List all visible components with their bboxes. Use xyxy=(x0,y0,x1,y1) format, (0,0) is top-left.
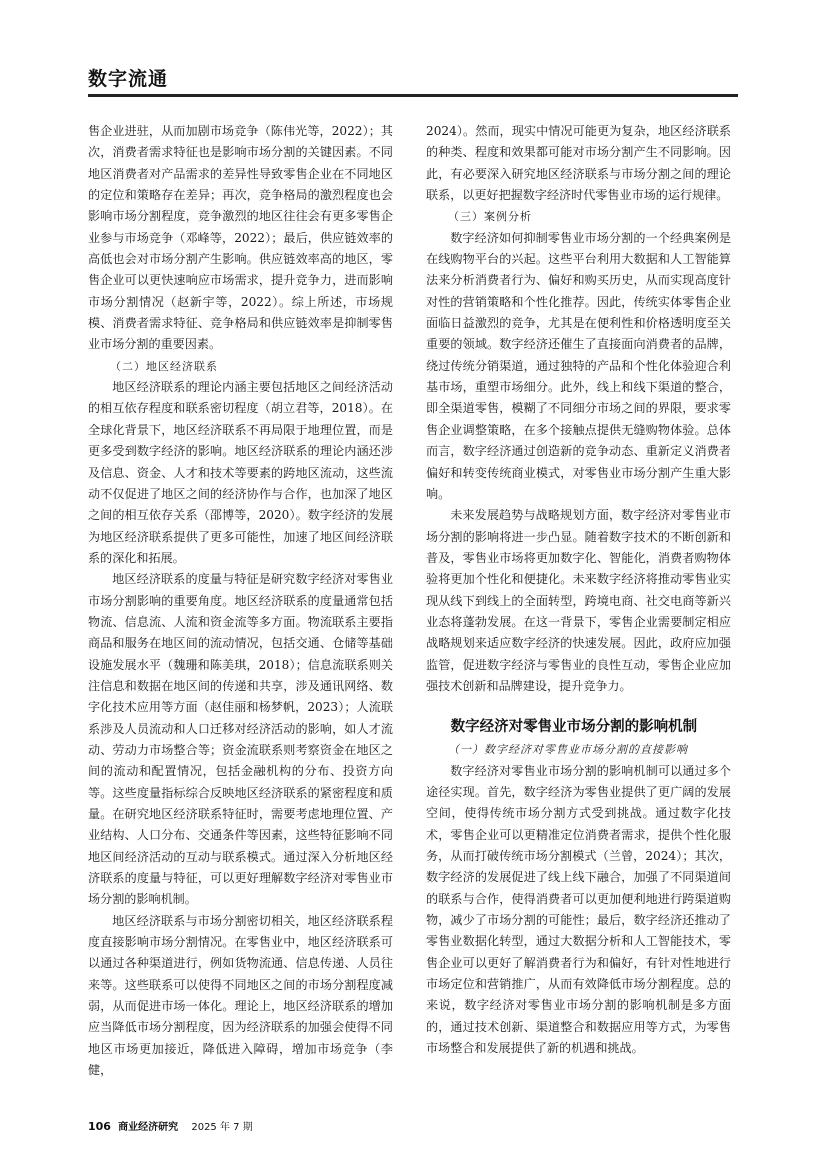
paragraph: 地区经济联系的度量与特征是研究数字经济对零售业市场分割影响的重要角度。地区经济联系的度量通常包括物流、信息流、人流和资金流等多方面。物流联系主要指商品和服务在地区间的流动情况，包括交通、仓储等基础设施发展水平（魏珊和陈美琪，2018）；信息流联系则关注信息和数据在地区间的传递和共享，涉及通讯网络、数字化技术应用等方面（赵佳丽和杨梦帆，2023）；人流联系涉及人员流动和人口迁移对经济活动的影响，如人才流动、劳动力市场整合等；资金流联系则考察资金在地区之间的流动和配置情况，包括金融机构的分布、投资方向等。这些度量指标综合反映地区经济联系的紧密程度和质量。在研究地区经济联系特征时，需要考虑地理位置、产业结构、人口分布、交通条件等因素，这些特征影响不同地区间经济活动的互动与联系模式。通过深入分析地区经济联系的度量与特征，可以更好理解数字经济对零售业市场分割的影响机制。 xyxy=(88,572,393,907)
left-column xyxy=(88,121,393,1081)
subsection-heading: （一）数字经济对零售业市场分割的直接影响 xyxy=(448,743,688,757)
page-footer xyxy=(88,1118,253,1133)
subsection-heading: （三）案例分析 xyxy=(448,210,532,224)
section-heading: 数字经济对零售业市场分割的影响机制 xyxy=(450,719,698,736)
paragraph: 数字经济对零售业市场分割的影响机制可以通过多个途径实现。首先，数字经济为零售业提供了更广阔的发展空间，使得传统市场分割方式受到挑战。通过数字化技术，零售企业可以更精准定位消费者需求，提供个性化服务，从而打破传统市场分割模式（兰曾，2024）；其次，数字经济的发展促进了线上线下融合，加强了不同渠道间的联系与合作，使得消费者可以更加便利地进行跨渠道购物，减少了市场分割的可能性；最后，数字经济还推动了零售业数据化转型，通过大数据分析和人工智能技术，零售企业可以更好了解消费者行为和偏好，有针对性地进行市场定位和营销推广，从而有效降低市场分割程度。总的来说，数字经济对零售业市场分割的影响机制是多方面的，通过技术创新、渠道整合和数据应用等方式，为零售市场整合和发展提供了新的机遇和挑战。 xyxy=(426,763,731,1056)
page-header xyxy=(88,64,738,91)
paragraph: 售企业进驻，从而加剧市场竞争（陈伟光等，2022）；其次，消费者需求特征也是影响市场分割的关键因素。不同地区消费者对产品需求的差异性导致零售企业在不同地区的定位和策略存在差异；再次，竞争格局的激烈程度也会影响市场分割程度，竞争激烈的地区往往会有更多零售企业参与市场竞争（邓峰等，2022）；最后，供应链效率的高低也会对市场分割产生影响。供应链效率高的地区，零售企业可以更快速响应市场需求，提升竞争力，进而影响市场分割情况（赵新宇等，2022）。综上所述，市场规模、消费者需求特征、竞争格局和供应链效率是抑制零售业市场分割的重要因素。 xyxy=(88,124,393,352)
paragraph: 地区经济联系的理论内涵主要包括地区之间经济活动的相互依存程度和联系密切程度（胡立君等，2018）。在全球化背景下，地区经济联系不再局限于地理位置，而是更多受到数字经济的影响。地区经济联系的理论内涵还涉及信息、资金、人才和技术等要素的跨地区流动，这些流动不仅促进了地区之间的经济协作与合作，也加深了地区之间的相互依存关系（邵博等，2020）。数字经济的发展为地区经济联系提供了更多可能性，加速了地区间经济联系的深化和拓展。 xyxy=(88,380,393,565)
header-divider xyxy=(88,94,738,97)
subsection-heading: （二）地区经济联系 xyxy=(110,359,218,373)
paragraph: 未来发展趋势与战略规划方面，数字经济对零售业市场分割的影响将进一步凸显。随着数字技术的不断创新和普及，零售业市场将更加数字化、智能化，消费者购物体验将更加个性化和便捷化。未来数字经济将推动零售业实现从线下到线上的全面转型，跨境电商、社交电商等新兴业态将蓬勃发展。在这一背景下，零售企业需要制定相应战略规划来适应数字经济的快速发展。因此，政府应加强监管，促进数字经济与零售业的良性互动，零售企业应加强技术创新和品牌建设，提升竞争力。 xyxy=(426,508,731,693)
paragraph: 数字经济如何抑制零售业市场分割的一个经典案例是在线购物平台的兴起。这些平台利用大数据和人工智能算法来分析消费者行为、偏好和购买历史，从而实现高度针对性的营销策略和个性化推荐。因此，传统实体零售企业面临日益激烈的竞争，尤其是在便利性和价格透明度至关重要的领域。数字经济还催生了直接面向消费者的品牌，绕过传统分销渠道，通过独特的产品和个性化体验迎合利基市场，重塑市场细分。此外，线上和线下渠道的整合，即全渠道零售，模糊了不同细分市场之间的界限，要求零售企业调整策略，在多个接触点提供无缝购物体验。总体而言，数字经济通过创造新的竞争动态、重新定义消费者偏好和转变传统商业模式，对零售业市场分割产生重大影响。 xyxy=(426,230,731,501)
paragraph: 2024）。然而，现实中情况可能更为复杂，地区经济联系的种类、程度和效果都可能对市场分割产生不同影响。因此，有必要深入研究地区经济联系与市场分割之间的理论联系，以更好把握数字经济时代零售业市场的运行规律。 xyxy=(426,124,731,203)
right-column xyxy=(426,121,731,1059)
page-number: 106 xyxy=(88,1120,111,1133)
section-title: 数字流通 xyxy=(88,68,169,90)
journal-name: 商业经济研究 xyxy=(118,1122,179,1133)
issue-label: 2025 年 7 期 xyxy=(191,1122,253,1133)
paragraph: 地区经济联系与市场分割密切相关，地区经济联系程度直接影响市场分割情况。在零售业中，地区经济联系可以通过各种渠道进行，例如货物流通、信息传递、人员往来等。这些联系可以使得不同地区之间的市场分割程度减弱，从而促进市场一体化。理论上，地区经济联系的增加应当降低市场分割程度，因为经济联系的加强会使得不同地区市场更加接近，降低进入障碍，增加市场竞争（李健， xyxy=(88,913,393,1078)
